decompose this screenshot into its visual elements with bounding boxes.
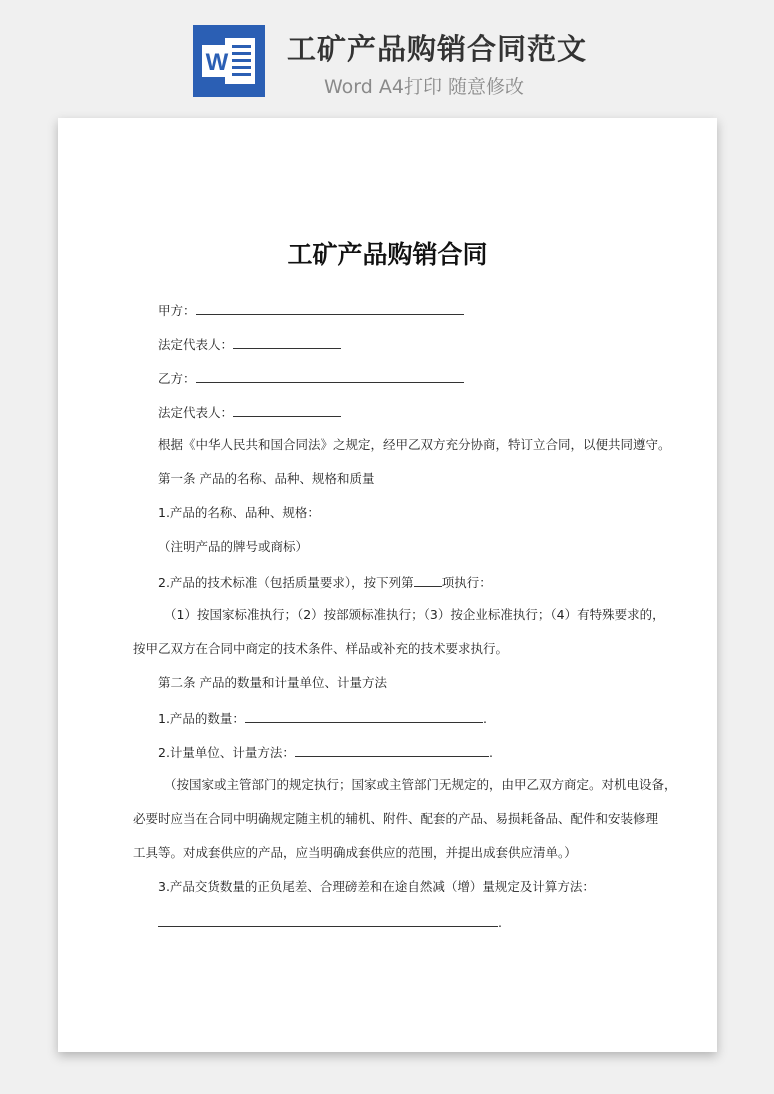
word-icon-letter: W: [205, 49, 229, 76]
party-b-rep-label: 法定代表人：: [158, 405, 234, 420]
article-1-item-2: [158, 573, 492, 591]
party-a-line: [158, 301, 464, 319]
article-2-heading: 第二条 产品的数量和计量单位、计量方法: [158, 675, 387, 690]
party-b-blank[interactable]: [196, 369, 464, 383]
header: [0, 0, 774, 118]
document-page: [58, 118, 717, 1052]
article-2-item-3-blank-line: [158, 913, 502, 931]
article-2-item-2: [158, 743, 493, 761]
page-subtitle: Word A4打印 随意修改: [324, 76, 525, 98]
standard-choice-blank[interactable]: [414, 573, 442, 587]
party-b-rep-blank[interactable]: [233, 403, 341, 417]
article-2-item-2-label: 2.计量单位、计量方法：: [158, 745, 295, 760]
party-b-rep-line: [158, 403, 341, 421]
party-a-label: 甲方：: [158, 303, 196, 318]
party-b-label: 乙方：: [158, 371, 196, 386]
article-1-item-2-label: 2.产品的技术标准（包括质量要求），按下列第: [158, 575, 414, 590]
party-a-rep-line: [158, 335, 341, 353]
article-2-item-2-suffix: .: [488, 745, 493, 760]
article-2-note-2: 必要时应当在合同中明确规定随主机的辅机、附件、配套的产品、易损耗备品、配件和安装修理: [133, 811, 659, 826]
word-document-icon: [193, 25, 265, 97]
preamble-text: 根据《中华人民共和国合同法》之规定，经甲乙双方充分协商，特订立合同，以便共同遵守。: [158, 437, 671, 452]
standards-options: （1）按国家标准执行；（2）按部颁标准执行；（3）按企业标准执行；（4）有特殊要求的，: [164, 607, 665, 622]
article-2-item-1-suffix: .: [482, 711, 487, 726]
article-2-note-1: （按国家或主管部门的规定执行；国家或主管部门无规定的，由甲乙双方商定。对机电设备，: [164, 777, 677, 792]
article-2-note-3: 工具等。对成套供应的产品，应当明确成套供应的范围，并提出成套供应清单。）: [133, 845, 577, 860]
party-a-rep-label: 法定代表人：: [158, 337, 234, 352]
tolerance-blank[interactable]: [158, 913, 498, 927]
article-2-item-1-label: 1.产品的数量：: [158, 711, 245, 726]
article-1-heading: 第一条 产品的名称、品种、规格和质量: [158, 471, 375, 486]
unit-method-blank[interactable]: [295, 743, 489, 757]
article-1-note: （注明产品的牌号或商标）: [158, 539, 309, 554]
party-a-blank[interactable]: [196, 301, 464, 315]
article-2-item-1: [158, 709, 487, 727]
article-2-item-3: 3.产品交货数量的正负尾差、合理磅差和在途自然减（增）量规定及计算方法：: [158, 879, 595, 894]
article-1-item-1: 1.产品的名称、品种、规格：: [158, 505, 320, 520]
article-2-item-3-suffix: .: [498, 915, 502, 930]
party-a-rep-blank[interactable]: [233, 335, 341, 349]
page-title: 工矿产品购销合同范文: [287, 32, 588, 66]
contract-title: 工矿产品购销合同: [287, 240, 488, 269]
quantity-blank[interactable]: [245, 709, 483, 723]
party-b-line: [158, 369, 464, 387]
article-1-item-2-suffix: 项执行：: [441, 575, 492, 590]
standards-options-cont: 按甲乙双方在合同中商定的技术条件、样品或补充的技术要求执行。: [133, 641, 509, 656]
